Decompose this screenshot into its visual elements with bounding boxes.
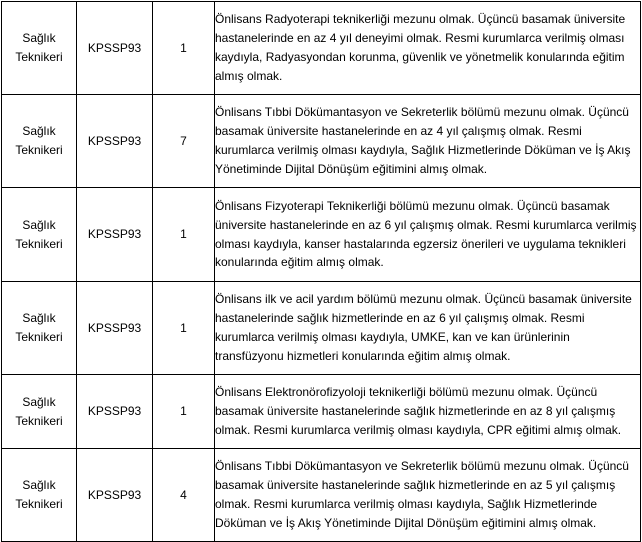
position-count: 1 — [153, 282, 215, 375]
requirement-text: Önlisans Elektronörofizyoloji teknikerliği bölümü mezunu olmak. Üçüncü basamak üniversite hastanelerinde sağlık hizmetlerinde en az 8 yıl çalışmış olmak. Resmi kurumlarca verilmiş olması kaydıyla, CPR eğitimi almış olmak. — [215, 375, 641, 449]
position-count: 1 — [153, 188, 215, 282]
table-row — [2, 95, 641, 188]
exam-code: KPSSP93 — [77, 188, 153, 282]
exam-code: KPSSP93 — [77, 282, 153, 375]
table-row — [2, 282, 641, 375]
position-count: 4 — [153, 449, 215, 542]
requirement-text: Önlisans Fizyoterapi Teknikerliği bölümü mezunu olmak. Üçüncü basamak üniversite hastanelerinde en az 6 yıl çalışmış olmak. Resmi kurumlarca verilmiş olması kaydıyla, kanser hastalarında egzersiz önerileri ve uygulama teknikleri konularında eğitim almış olmak. — [215, 188, 641, 282]
requirement-text: Önlisans ilk ve acil yardım bölümü mezunu olmak. Üçüncü basamak üniversite hastanelerinde sağlık hizmetlerinde en az 6 yıl çalışmış olmak. Resmi kurumlarca verilmiş olması kaydıyla, UMKE, kan ve kan ürünlerinin transfüzyonu hizmetleri konularında eğitim almış olmak. — [215, 282, 641, 375]
table-row — [2, 375, 641, 449]
requirement-text: Önlisans Tıbbi Dökümantasyon ve Sekreterlik bölümü mezunu olmak. Üçüncü basamak üniversite hastanelerinde sağlık hizmetlerinde en az 5 yıl çalışmış olmak. Resmi kurumlarca verilmiş olması kaydıyla, Sağlık Hizmetlerinde Döküman ve İş Akış Yönetiminde Dijital Dönüşüm eğitimini almış olmak. — [215, 449, 641, 542]
requirement-text: Önlisans Tıbbi Dökümantasyon ve Sekreterlik bölümü mezunu olmak. Üçüncü basamak üniversite hastanelerinde en az 4 yıl çalışmış olmak. Resmi kurumlarca verilmiş olması kaydıyla, Sağlık Hizmetlerinde Döküman ve İş Akış Yönetiminde Dijital Dönüşüm eğitimini almış olmak. — [215, 95, 641, 188]
positions-table — [1, 1, 641, 542]
position-title: Sağlık Teknikeri — [2, 95, 77, 188]
table-row — [2, 449, 641, 542]
table-row — [2, 188, 641, 282]
position-title: Sağlık Teknikeri — [2, 2, 77, 95]
position-title: Sağlık Teknikeri — [2, 188, 77, 282]
position-title: Sağlık Teknikeri — [2, 375, 77, 449]
requirement-text: Önlisans Radyoterapi teknikerliği mezunu olmak. Üçüncü basamak üniversite hastanelerinde en az 4 yıl deneyimi olmak. Resmi kurumlarca verilmiş olması kaydıyla, Radyasyondan korunma, güvenlik ve yönetmelik konularında eğitim almış olmak. — [215, 2, 641, 95]
exam-code: KPSSP93 — [77, 449, 153, 542]
position-count: 1 — [153, 375, 215, 449]
exam-code: KPSSP93 — [77, 375, 153, 449]
exam-code: KPSSP93 — [77, 2, 153, 95]
position-count: 1 — [153, 2, 215, 95]
position-title: Sağlık Teknikeri — [2, 449, 77, 542]
position-count: 7 — [153, 95, 215, 188]
exam-code: KPSSP93 — [77, 95, 153, 188]
table-row — [2, 2, 641, 95]
position-title: Sağlık Teknikeri — [2, 282, 77, 375]
